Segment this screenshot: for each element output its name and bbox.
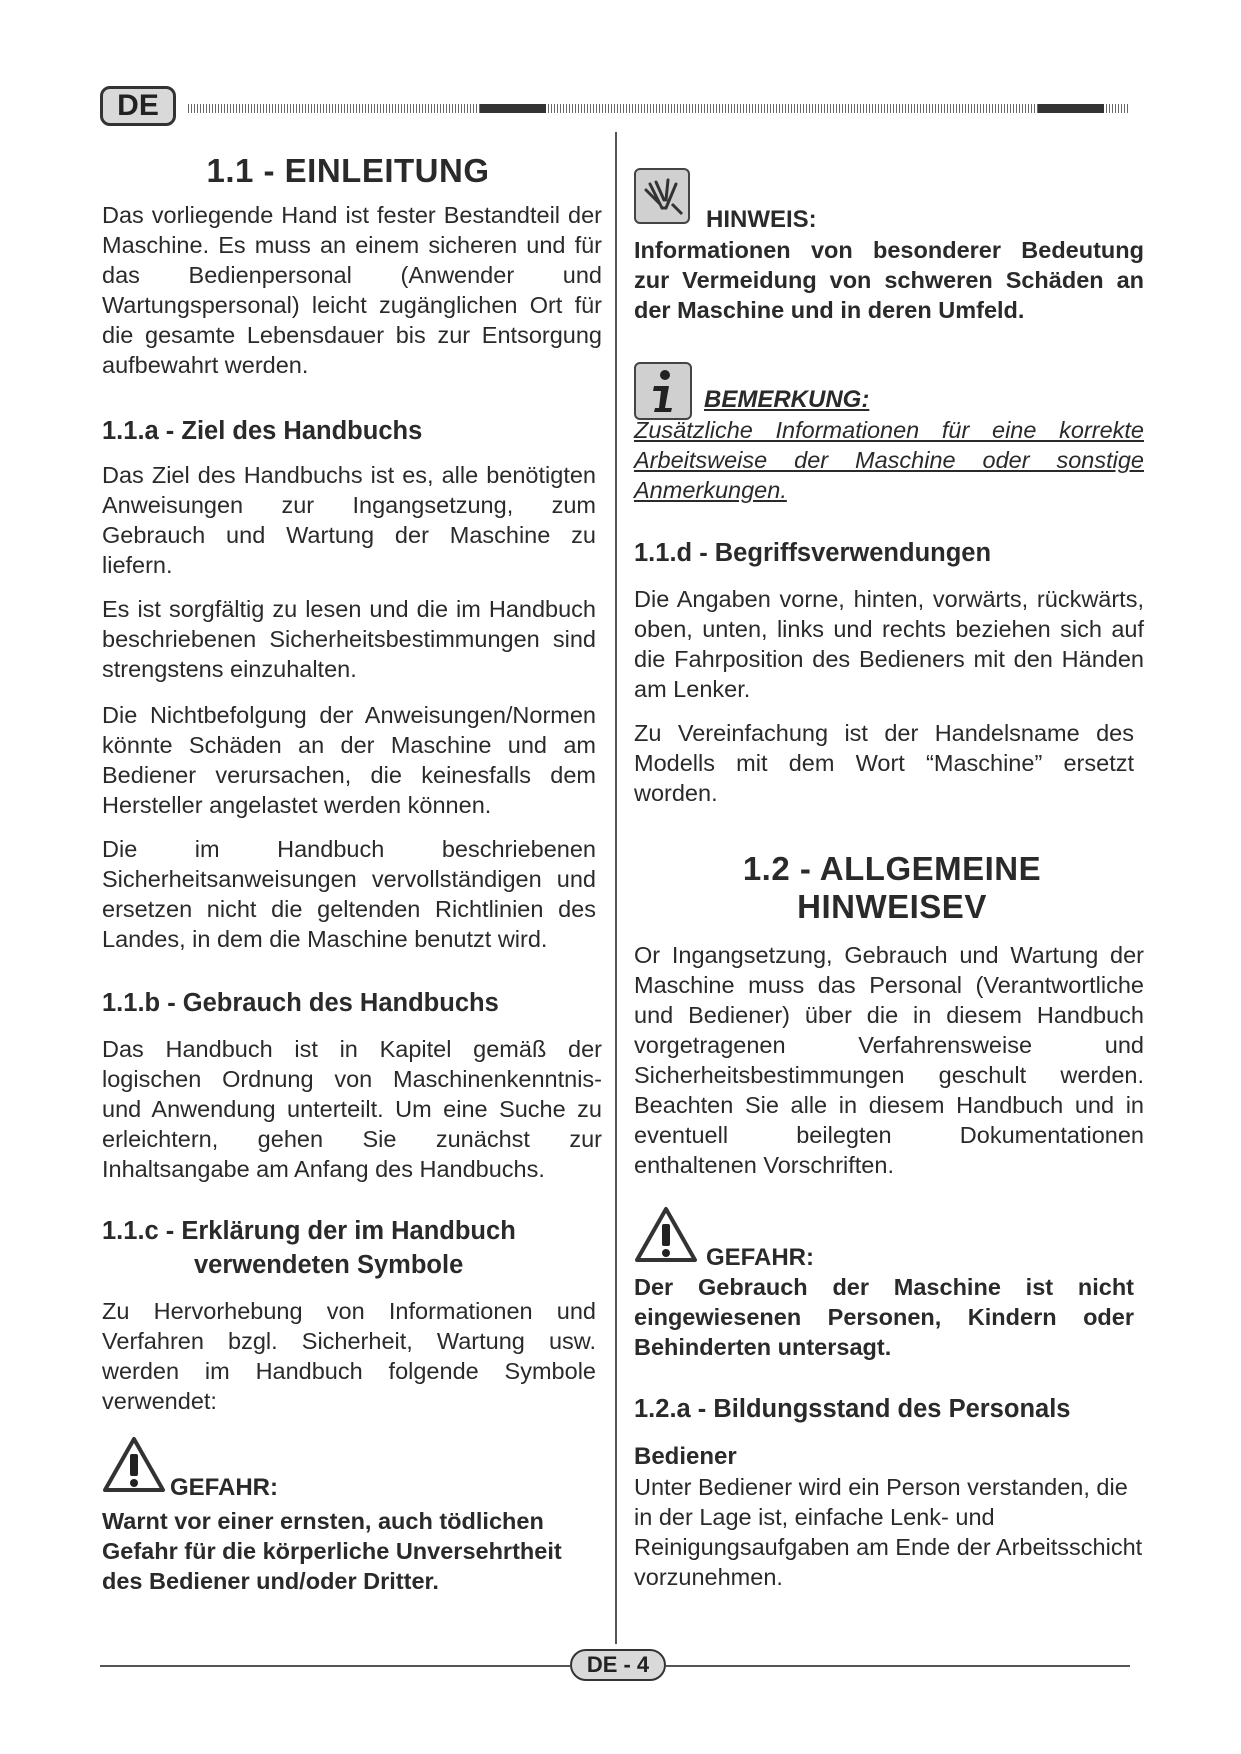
- column-divider: [615, 132, 617, 1644]
- paragraph-operator: Unter Bediener wird ein Person verstanden, die in der Lage ist, einfache Lenk- und Reinigungsaufgaben am Ende der Arbeitsschicht vorzunehmen.: [634, 1474, 1143, 1590]
- paragraph-noncompliance: Die Nichtbefolgung der Anweisungen/Normen könnte Schäden an der Maschine und am Bediener verursachen, die keinesfalls dem Hersteller angelastet werden können.: [102, 702, 596, 818]
- danger-label: GEFAHR:: [170, 1474, 278, 1501]
- note-label: HINWEIS:: [706, 206, 817, 233]
- footer-rule-left: [100, 1665, 570, 1667]
- header-rule: [188, 104, 1130, 113]
- section-title-1-1-c-line2: verwendeten Symbole: [194, 1251, 464, 1279]
- info-icon: [634, 362, 692, 420]
- paragraph-terms: Die Angaben vorne, hinten, vorwärts, rückwärts, oben, unten, links und rechts beziehen sich auf die Fahrposition des Bedieners mit den Händen am Lenker.: [634, 586, 1144, 702]
- paragraph-symbols: Zu Hervorhebung von Informationen und Verfahren bzgl. Sicherheit, Wartung usw. werden im Handbuch folgende Symbole verwendet:: [102, 1298, 596, 1414]
- section-title-1-1-c: 1.1.c - Erklärung der im Handbuch: [102, 1217, 516, 1245]
- danger-text: Warnt vor einer ernsten, auch tödlichen Gefahr für die körperliche Unversehrtheit des Bediener und/oder Dritter.: [102, 1508, 562, 1594]
- language-badge: DE: [100, 86, 176, 126]
- paragraph-goal: Das Ziel des Handbuchs ist es, alle benötigten Anweisungen zur Ingangsetzung, zum Gebrauch und Wartung der Maschine zu liefern.: [102, 462, 596, 578]
- paragraph-general-notes: Or Ingangsetzung, Gebrauch und Wartung der Maschine muss das Personal (Verantwortliche und Bediener) über die in diesem Handbuch vorgetragenen Verfahrensweise und Sicherheitsbestimmungen geschult werden. Beachten Sie alle in diesem Handbuch und in eventuell beilegten Dokumentationen enthaltenen Vorschriften.: [634, 942, 1144, 1178]
- operator-subtitle: Bediener: [634, 1443, 737, 1470]
- paragraph-manual-use: Das Handbuch ist in Kapitel gemäß der logischen Ordnung von Maschinenkenntnis- und Anwendung unterteilt. Um eine Suche zu erleichtern, gehen Sie zunächst zur Inhaltsangabe am Anfang des Handbuchs.: [102, 1036, 602, 1182]
- hand-icon: [636, 170, 688, 222]
- chapter-title: 1.1 - EINLEITUNG: [206, 152, 490, 189]
- note-text: Informationen von besonderer Bedeutung zur Vermeidung von schweren Schäden an der Maschine und in deren Umfeld.: [634, 237, 1144, 323]
- warning-triangle-icon: [634, 1206, 698, 1264]
- header-rule-accent: [480, 104, 546, 113]
- danger2-text: Der Gebrauch der Maschine ist nicht eingewiesenen Personen, Kindern oder Behinderten untersagt.: [634, 1274, 1134, 1360]
- section-title-1-1-d: 1.1.d - Begriffsverwendungen: [634, 539, 992, 567]
- note-hand-icon: [634, 168, 690, 224]
- page-number: DE - 4: [570, 1649, 666, 1681]
- section-title-1-1-a: 1.1.a - Ziel des Handbuchs: [102, 417, 423, 445]
- paragraph-trade-name: Zu Vereinfachung ist der Handelsname des Modells mit dem Wort “Maschine” ersetzt worden.: [634, 720, 1134, 806]
- section-title-1-1-b: 1.1.b - Gebrauch des Handbuchs: [102, 989, 499, 1017]
- remark-label: BEMERKUNG:: [704, 386, 870, 413]
- section-title-1-2-a: 1.2.a - Bildungsstand des Personals: [634, 1395, 1071, 1423]
- chapter-title-1-2-line2: HINWEISEV: [797, 888, 987, 925]
- intro-paragraph: Das vorliegende Hand ist fester Bestandteil der Maschine. Es muss an einem sicheren und für das Bedienpersonal (Anwender und Wartungspersonal) leicht zugänglichen Ort für die gesamte Lebensdauer bis zur Entsorgung aufbewahrt werden.: [102, 202, 602, 378]
- info-glyph: [636, 364, 690, 418]
- warning-triangle-icon: [102, 1436, 166, 1494]
- paragraph-read-carefully: Es ist sorgfältig zu lesen und die im Handbuch beschriebenen Sicherheitsbestimmungen sind strengstens einzuhalten.: [102, 596, 596, 682]
- paragraph-safety-instructions: Die im Handbuch beschriebenen Sicherheitsanweisungen vervollständigen und ersetzen nicht die geltenden Richtlinien des Landes, in dem die Maschine benutzt wird.: [102, 836, 596, 952]
- remark-text: Zusätzliche Informationen für eine korrekte Arbeitsweise der Maschine oder sonstige Anmerkungen.: [634, 417, 1144, 503]
- danger2-label: GEFAHR:: [706, 1244, 814, 1271]
- chapter-title-1-2: 1.2 - ALLGEMEINE: [742, 850, 1042, 887]
- header-rule-accent: [1038, 104, 1104, 113]
- footer-rule-right: [666, 1665, 1130, 1667]
